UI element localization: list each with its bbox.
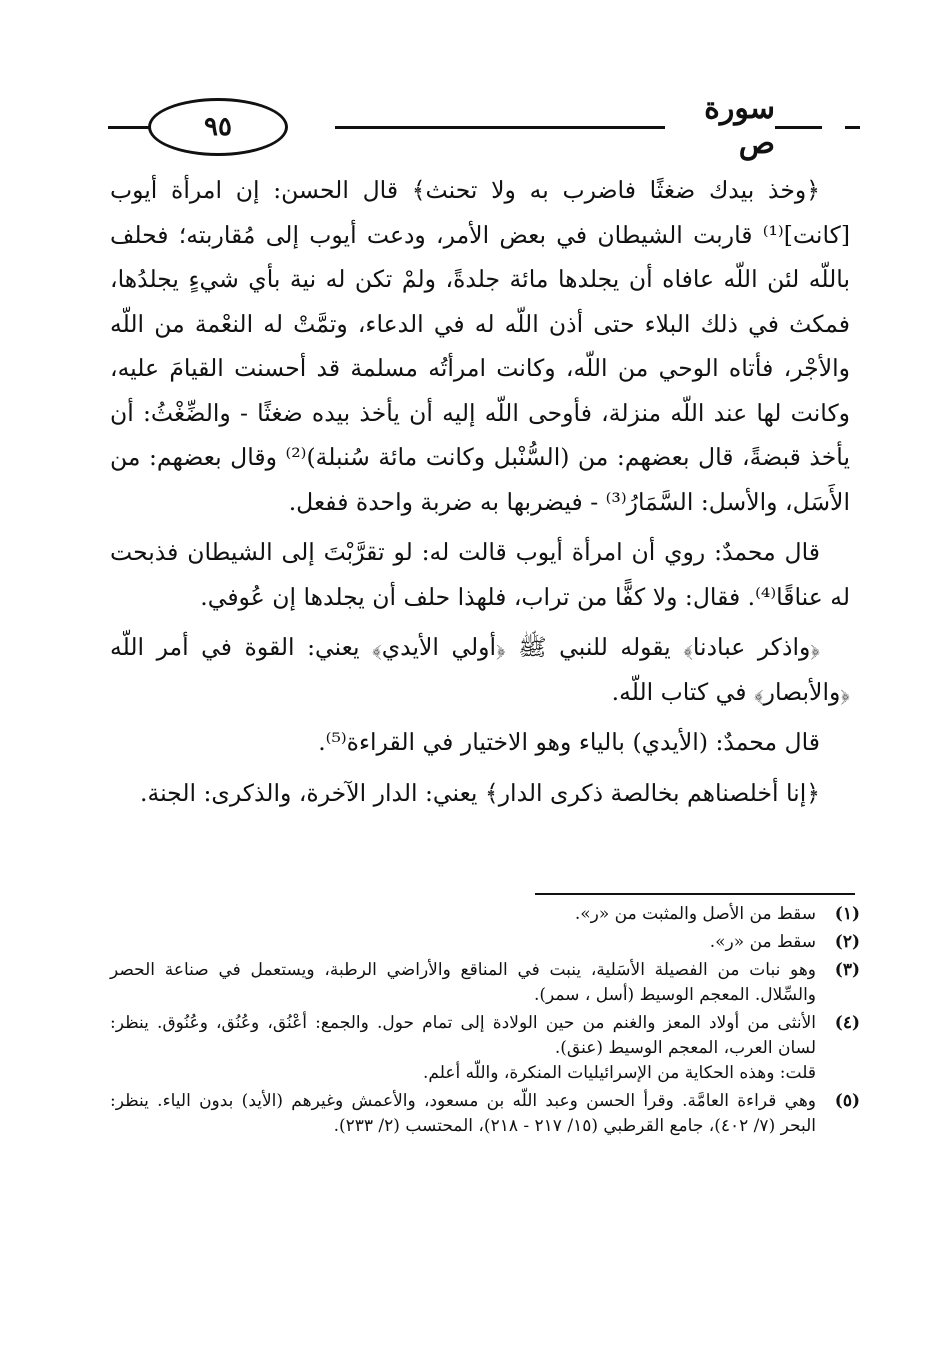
footnote-number: (٢) [834,932,860,952]
footnote-text [110,958,816,1008]
footnote-number: (٣) [834,960,860,980]
footnote-text [110,1011,816,1086]
footnote [110,902,860,927]
surah-title: سورة ص [685,98,775,154]
footnotes [110,902,860,1142]
footnote-text [110,902,816,927]
footnote [110,958,860,1008]
paragraph: ﴿واذكر عبادنا﴾ يقوله للنبي ﷺ ﴿أولي الأيدي﴾ يعني: القوة في أمر اللّه ﴿والأبصار﴾ في كتاب اللّه. [110,633,850,706]
footnote-number: (٤) [834,1013,860,1033]
footnote [110,1011,860,1086]
paragraph: قال محمدٌ: (الأيدي) بالياء وهو الاختيار في القراءة⁽⁵⁾. [318,728,820,756]
footnote [110,1089,860,1139]
footnote-number: (٥) [834,1091,860,1111]
header-rule [845,126,860,129]
footnote-line: سقط من «ر». [709,932,816,952]
page-number: ٩٥ [148,98,288,156]
footnote-line: سقط من الأصل والمثبت من «ر». [574,904,816,924]
footnote-text [110,930,816,955]
footnote-line: وهو نبات من الفصيلة الأسَلية، ينبت في المناقع والأراضي الرطبة، ويستعمل في صناعة الحصر والسِّلال. المعجم الوسيط (أسل ، سمر). [110,960,816,1005]
paragraph: ﴿وخذ بيدك ضغثًا فاضرب به ولا تحنث﴾ قال الحسن: إن امرأة أيوب [كانت]⁽¹⁾ قاربت الشيطان في بعض الأمر، ودعت أيوب إلى مُقاربته؛ فحلف باللّه لئن اللّه عافاه أن يجلدها مائة جلدةً، ولمْ تكن له نية بأي شيءٍ يجلدُها، فمكث في ذلك البلاء حتى أذن اللّه له في الدعاء، وتمَّتْ له النعْمة من اللّه والأجْر، فأتاه الوحي من اللّه، وكانت امرأتُه مسلمة قد أحسنت القيامَ عليه، وكانت لها عند اللّه منزلة، فأوحى اللّه إليه أن يأخذ بيده ضغثًا - والضِّغْثُ: أن يأخذ قبضةً، قال بعضهم: من (السُّنْبل وكانت مائة سُنبلة)⁽²⁾ وقال بعضهم: من الأَسَل، والأسل: السَّمَارُ⁽³⁾ - فيضربها به ضربة واحدة ففعل. [110,176,850,516]
footnote-line: وهي قراءة العامَّة. وقرأ الحسن وعبد اللّه بن مسعود، والأعمش وغيرهم (الأيد) بدون الياء. ينظر: البحر (٧/ ٤٠٢)، جامع القرطبي (١٥/ ٢١٧ - ٢١٨)، المحتسب (٢/ ٢٣٣). [110,1091,816,1136]
footnote-line: الأنثى من أولاد المعز والغنم من حين الولادة إلى تمام حول. والجمع: أعْنُق، وعُنُق، وعُنُوق. ينظر: لسان العرب، المعجم الوسيط (عنق). [110,1013,816,1058]
footnote-separator [535,893,855,895]
footnote-text [110,1089,816,1139]
footnote-number: (١) [834,904,860,924]
paragraph: ﴿إنا أخلصناهم بخالصة ذكرى الدار﴾ يعني: الدار الآخرة، والذكرى: الجنة. [140,778,820,807]
main-text [110,168,850,821]
footnote [110,930,860,955]
page-header [100,92,860,162]
paragraph: قال محمدٌ: روي أن امرأة أيوب قالت له: لو تقرَّبْتَ إلى الشيطان فذبحت له عناقًا⁽⁴⁾. فقال: ولا كفًّا من تراب، فلهذا حلف أن يجلدها إن عُوفي. [110,538,850,611]
header-rule [335,126,665,129]
footnote-line: قلت: وهذه الحكاية من الإسرائيليات المنكرة، واللّه أعلم. [422,1063,816,1083]
